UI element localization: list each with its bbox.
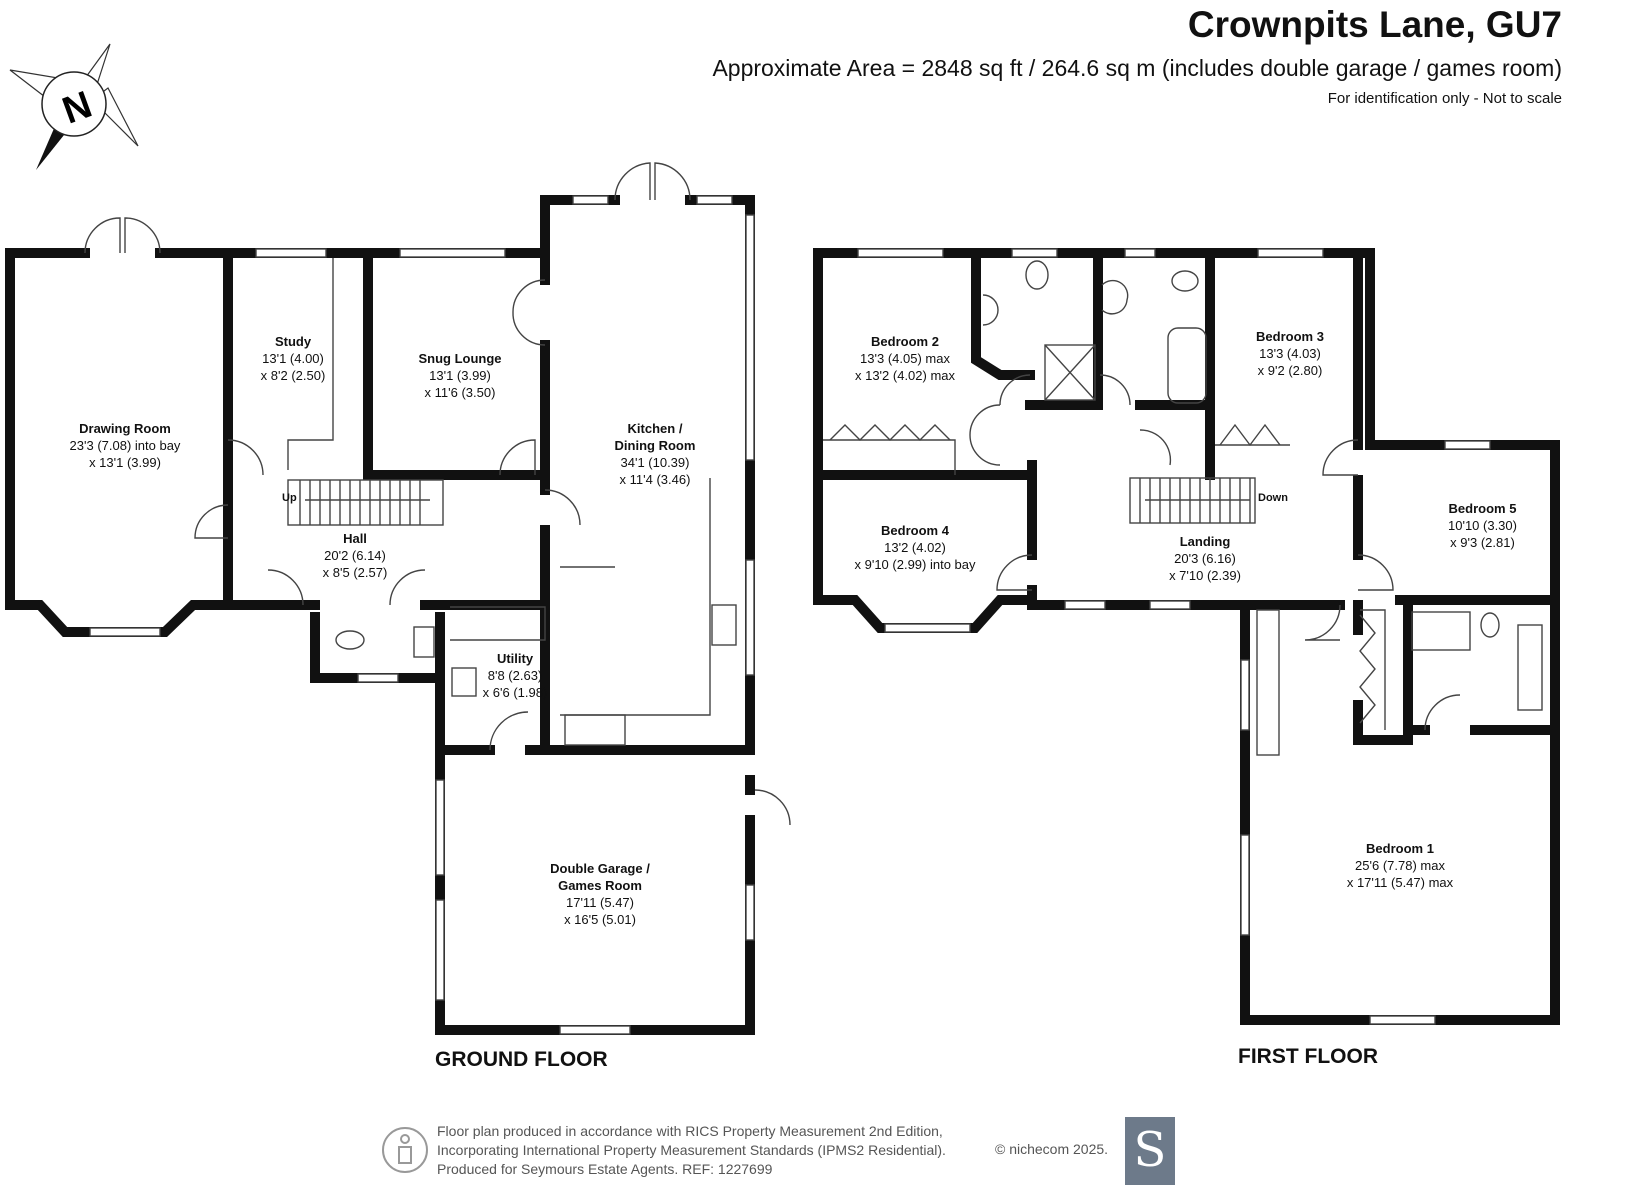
room-study	[238, 333, 348, 384]
room-name: Drawing Room	[79, 421, 171, 436]
room-name: Bedroom 1	[1366, 841, 1434, 856]
room-name: Study	[274, 334, 312, 349]
footer-disclaimer	[437, 1122, 946, 1179]
room-bedroom-2	[840, 333, 970, 384]
footer-line: Produced for Seymours Estate Agents. REF: 1227699	[437, 1161, 773, 1177]
room-dimension: x 13'1 (3.99)	[89, 455, 161, 470]
room-drawing	[50, 420, 200, 471]
room-name: Landing	[1179, 534, 1231, 549]
room-dimension: x 7'10 (2.39)	[1169, 568, 1241, 583]
room-name-line2: Dining Room	[614, 438, 696, 453]
footer-line: Incorporating International Property Measurement Standards (IPMS2 Residential).	[437, 1142, 946, 1158]
room-dimension: x 11'4 (3.46)	[619, 472, 691, 487]
room-dimension: 13'3 (4.03)	[1259, 346, 1321, 361]
room-name-line2: Games Room	[558, 878, 642, 893]
room-name: Bedroom 3	[1256, 329, 1324, 344]
room-dimension: x 9'10 (2.99) into bay	[854, 557, 976, 572]
room-name: Bedroom 4	[881, 523, 949, 538]
room-dimension: 13'2 (4.02)	[884, 540, 946, 555]
room-bedroom-5	[1425, 500, 1540, 551]
room-snug-lounge	[400, 350, 520, 401]
room-landing	[1150, 533, 1260, 584]
room-dimension: 17'11 (5.47)	[565, 895, 634, 910]
room-name: Snug Lounge	[418, 351, 502, 366]
room-dimension: 13'3 (4.05) max	[860, 351, 950, 366]
room-dimension: x 13'2 (4.02) max	[854, 368, 956, 383]
room-kitchen-dining	[595, 420, 715, 488]
room-dimension: x 9'3 (2.81)	[1450, 535, 1515, 550]
scale-note: For identification only - Not to scale	[1327, 90, 1562, 107]
north-compass-icon	[10, 44, 138, 170]
room-dimension: 8'8 (2.63)	[487, 668, 543, 683]
room-garage	[530, 860, 670, 928]
room-name: Bedroom 2	[871, 334, 939, 349]
stairs-down-label: Down	[1258, 492, 1288, 504]
room-bedroom-1	[1330, 840, 1470, 891]
room-dimension: 23'3 (7.08) into bay	[69, 438, 181, 453]
plan-title: Crownpits Lane, GU7	[1187, 4, 1562, 45]
room-name: Double Garage /	[550, 861, 650, 876]
room-dimension: x 9'2 (2.80)	[1257, 363, 1323, 378]
rics-person-icon	[380, 1122, 440, 1182]
ground-floor-label: GROUND FLOOR	[435, 1048, 608, 1071]
footer-line: Floor plan produced in accordance with RICS Property Measurement 2nd Edition,	[437, 1123, 943, 1139]
ground-floor-details	[85, 163, 790, 1034]
room-name: Bedroom 5	[1448, 501, 1517, 516]
room-name: Utility	[496, 651, 534, 666]
room-bedroom-4	[845, 522, 985, 573]
room-dimension: 13'1 (3.99)	[429, 368, 491, 383]
room-dimension: 25'6 (7.78) max	[1355, 858, 1445, 873]
room-name: Kitchen /	[627, 421, 683, 436]
seymours-logo: S	[1125, 1117, 1175, 1185]
room-dimension: x 11'6 (3.50)	[424, 385, 496, 400]
room-dimension: 34'1 (10.39)	[620, 455, 690, 470]
room-name: Hall	[343, 531, 367, 546]
room-bedroom-3	[1230, 328, 1350, 379]
stairs-up-label: Up	[282, 492, 297, 504]
room-dimension: 10'10 (3.30)	[1448, 518, 1517, 533]
room-dimension: x 8'2 (2.50)	[260, 368, 326, 383]
room-dimension: x 16'5 (5.01)	[564, 912, 636, 927]
room-dimension: x 17'11 (5.47) max	[1346, 875, 1454, 890]
room-dimension: 13'1 (4.00)	[262, 351, 324, 366]
room-dimension: 20'3 (6.16)	[1174, 551, 1236, 566]
room-utility	[470, 650, 560, 701]
room-hall	[300, 530, 410, 581]
room-dimension: 20'2 (6.14)	[324, 548, 386, 563]
room-dimension: x 6'6 (1.98)	[482, 685, 548, 700]
compass-letter: N	[57, 83, 98, 133]
first-floor-label: FIRST FLOOR	[1238, 1045, 1378, 1068]
nichecom-credit: © nichecom 2025.	[995, 1141, 1109, 1157]
approximate-area: Approximate Area = 2848 sq ft / 264.6 sq m (includes double garage / games room)	[712, 55, 1562, 81]
room-dimension: x 8'5 (2.57)	[322, 565, 388, 580]
